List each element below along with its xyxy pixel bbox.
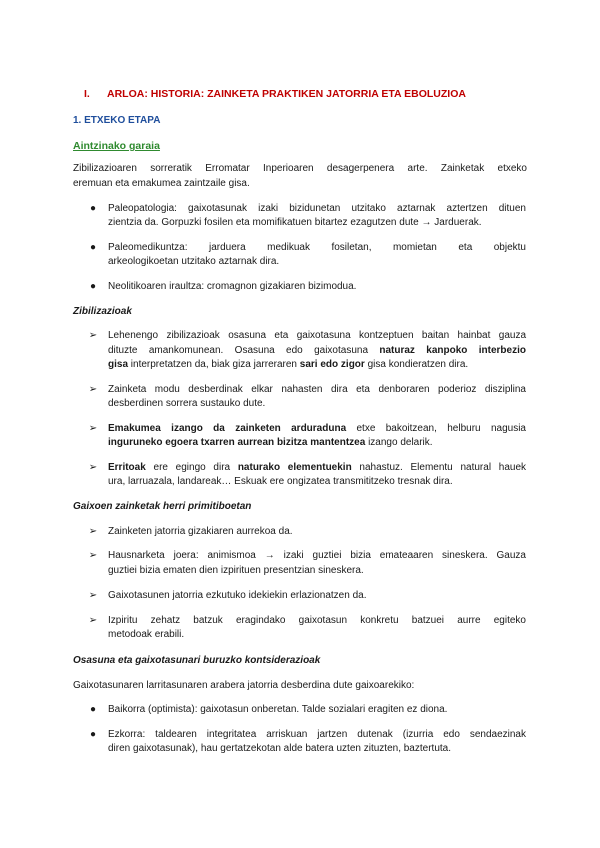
text-run: ere egingo dira	[145, 462, 238, 473]
list-item: diren gaixotasunak), hau gertatzekotan alde batera uzten zituzten, baztertuta.	[108, 743, 451, 754]
chapter-title: ARLOA: HISTORIA: ZAINKETA PRAKTIKEN JATORRIA ETA EBOLUZIOA	[107, 88, 466, 100]
bullet-arrow-icon: ➢	[88, 615, 98, 626]
bullet-dot-icon: ●	[89, 203, 97, 214]
intro-line: Gaixotasunaren larritasunaren arabera jatorria desberdina dute gaixoarekiko:	[73, 680, 415, 691]
list-item: desberdinen sorrera sustauko dute.	[108, 398, 266, 409]
list-item: Paleomedikuntza: jarduera medikuak fosiletan, momietan eta objektu	[108, 242, 526, 253]
section-heading: 1. ETXEKO ETAPA	[73, 115, 161, 126]
text-run: dituzte amankomunean. Osasuna edo gaixotasuna	[108, 345, 380, 356]
bullet-dot-icon: ●	[89, 281, 97, 292]
subheading-osasuna: Osasuna eta gaixotasunari buruzko kontsiderazioak	[73, 655, 321, 666]
text-run: izango delarik.	[365, 437, 433, 448]
text-run-bold: Erritoak	[108, 462, 146, 473]
list-item: ura, larruazala, landareak… Eskuak ere ongizatea transmititzeko tresnak dira.	[108, 476, 453, 487]
list-item	[108, 359, 468, 371]
list-item: Paleopatologia: gaixotasunak izaki bizidunetan utzitako aztarnak aztertzen dituen	[108, 203, 526, 214]
text-run-bold: gisa	[108, 359, 129, 370]
text-run: etxe bakoitzean, helburu nagusia	[346, 423, 526, 434]
list-item: Ezkorra: taldearen integritatea arriskuan jartzen dutenak (izurria edo sendaezinak	[108, 729, 526, 740]
bullet-arrow-icon: ➢	[88, 550, 98, 561]
list-item: Izpiritu zehatz batzuk eragindako gaixotasun konkretu batzuei aurre egiteko	[108, 615, 526, 626]
text-run-bold: naturako elementuekin	[237, 462, 352, 473]
text-run-bold: Emakumea izango da zainketen arduraduna	[108, 423, 347, 434]
subheading-primitive: Gaixoen zainketak herri primitiboetan	[73, 501, 252, 512]
bullet-dot-icon: ●	[89, 704, 97, 715]
bullet-dot-icon: ●	[89, 242, 97, 253]
list-item: Hausnarketa joera: animismoa → izaki guztiei bizia emateaaren sineskera. Gauza	[108, 550, 526, 561]
bullet-arrow-icon: ➢	[88, 384, 98, 395]
subheading-aintzinako: Aintzinako garaia	[73, 140, 160, 152]
list-item: zientzia da. Gorpuzki fosilen eta momifikatuen bitartez ezagutzen dute → Jarduerak.	[108, 217, 482, 228]
text-run: gisa kondieratzen dira.	[364, 359, 469, 370]
intro-line: eremuan eta emakumea zaintzaile gisa.	[73, 178, 250, 189]
list-item: Zainketa modu desberdinak elkar nahasten dira eta denboraren poderioz disziplina	[108, 384, 526, 395]
bullet-dot-icon: ●	[89, 729, 97, 740]
text-run-bold: sari edo zigor	[299, 359, 365, 370]
text-run-bold: naturaz kanpoko interbezio	[379, 345, 526, 356]
intro-line: Zibilizazioaren sorreratik Erromatar Inperioaren desagerpenera arte. Zainketak etxeko	[73, 163, 527, 174]
bullet-arrow-icon: ➢	[88, 423, 98, 434]
list-item: guztiei bizia ematen dien izpirituen presentzian sineskera.	[108, 565, 364, 576]
text-run: interpretatzen da, biak giza jarreraren	[128, 359, 300, 370]
list-item	[108, 462, 526, 474]
list-item: Baikorra (optimista): gaixotasun onberetan. Talde sozialari eragiten ez diona.	[108, 704, 448, 715]
list-item: Lehenengo zibilizazioak osasuna eta gaixotasuna kontzeptuen baitan hainbat gauza	[108, 330, 526, 341]
text-run-bold: inguruneko egoera txarren aurrean bizitza mantentzea	[108, 437, 366, 448]
bullet-arrow-icon: ➢	[88, 330, 98, 341]
list-item	[108, 423, 526, 435]
list-item	[108, 437, 433, 449]
bullet-arrow-icon: ➢	[88, 462, 98, 473]
subheading-zibilizazioak: Zibilizazioak	[73, 306, 132, 317]
list-item: metodoak erabili.	[108, 629, 185, 640]
bullet-arrow-icon: ➢	[88, 590, 98, 601]
list-item: Gaixotasunen jatorria ezkutuko idekiekin erlazionatzen da.	[108, 590, 367, 601]
list-item: Zainketen jatorria gizakiaren aurrekoa da.	[108, 526, 293, 537]
text-run: nahastuz. Elementu natural hauek	[351, 462, 527, 473]
list-item: arkeologikoetan utzitako aztarnak dira.	[108, 256, 280, 267]
list-item	[108, 345, 526, 357]
bullet-arrow-icon: ➢	[88, 526, 98, 537]
chapter-number: I.	[84, 88, 90, 100]
list-item: Neolitikoaren iraultza: cromagnon gizakiaren bizimodua.	[108, 281, 357, 292]
